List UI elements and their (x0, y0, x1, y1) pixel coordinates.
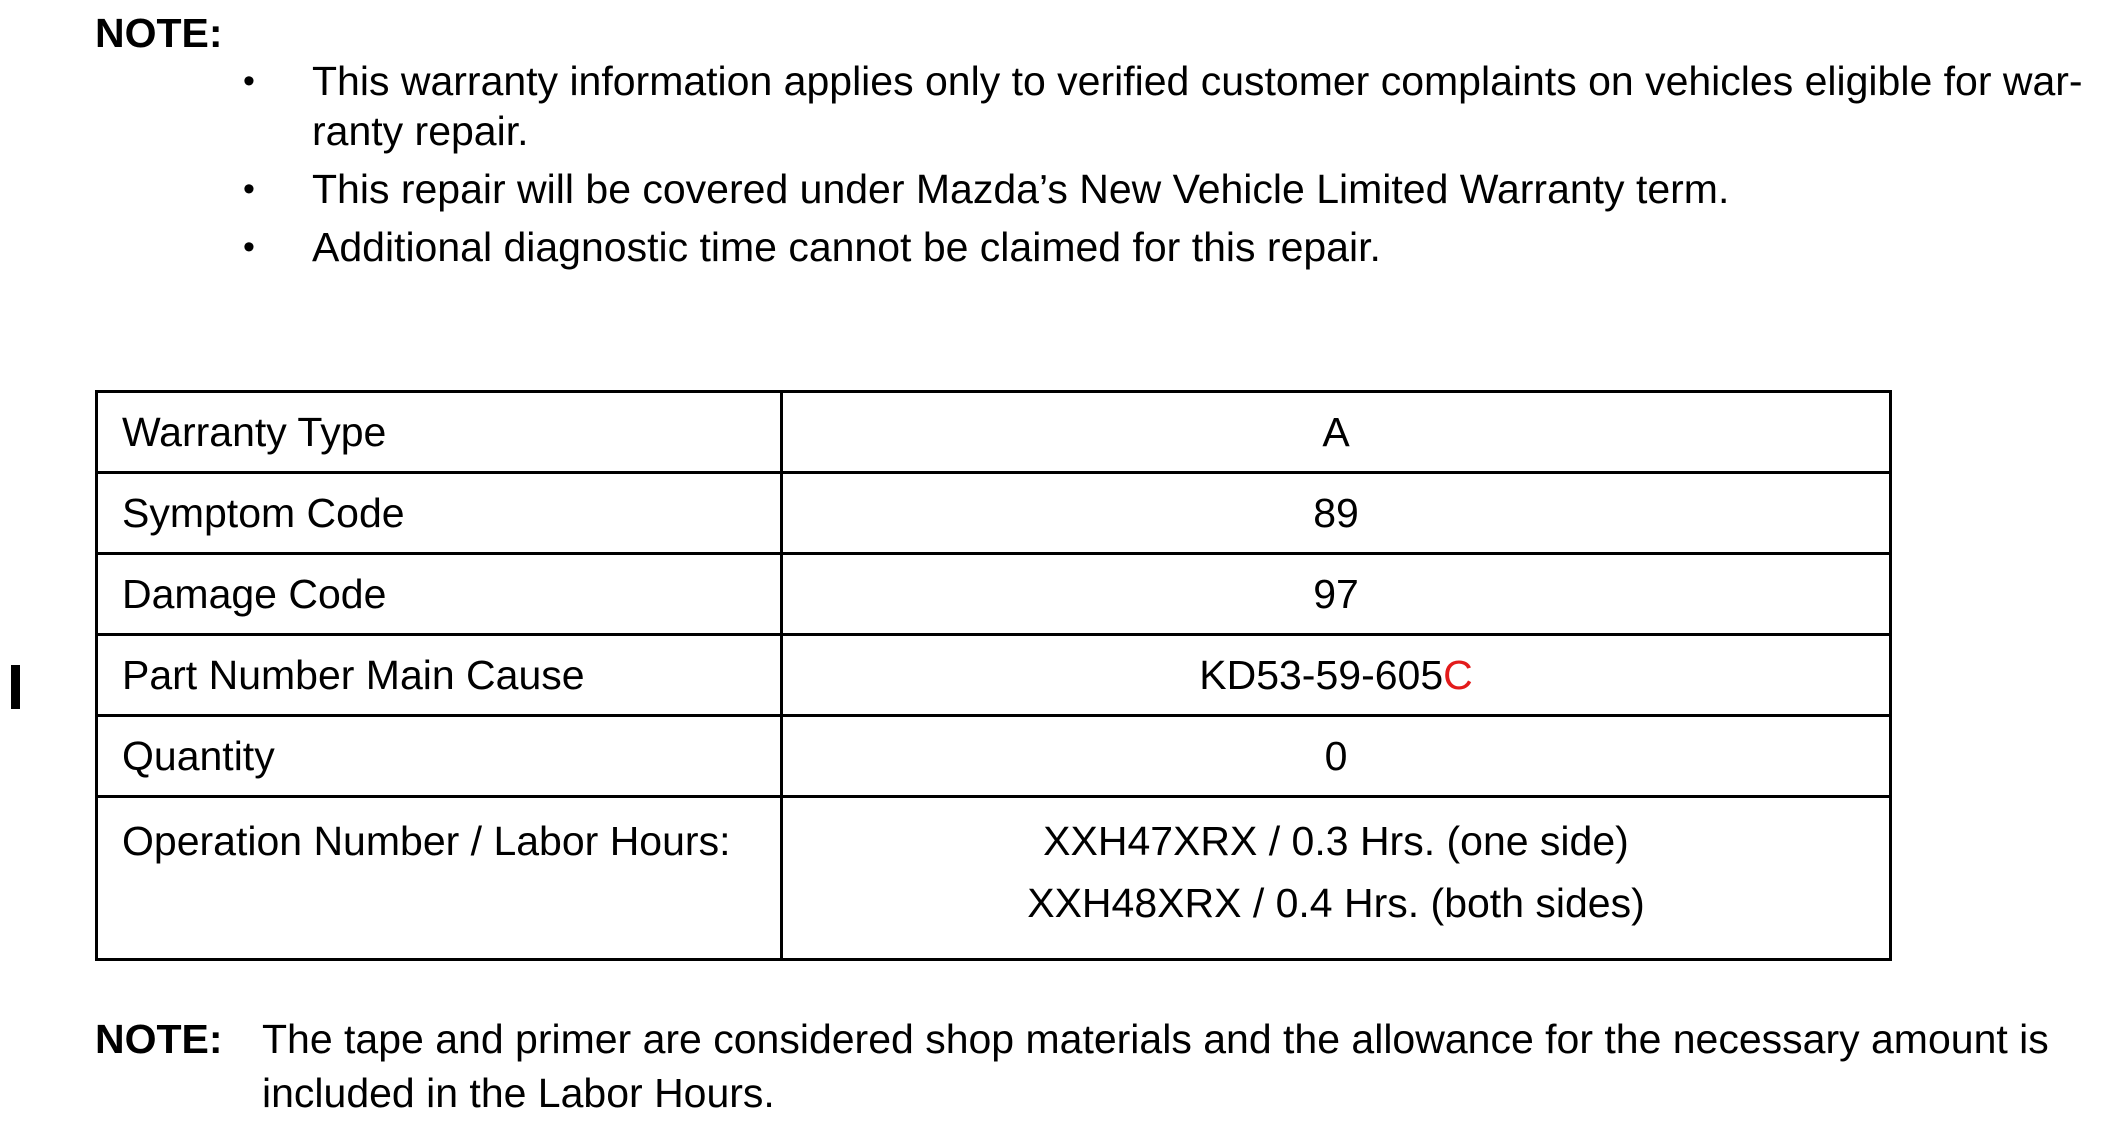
table-row (97, 473, 1891, 554)
damage-code-label: Damage Code (97, 554, 782, 635)
bullet-text: Additional diagnostic time cannot be claimed for this repair. (312, 224, 1381, 270)
bullet-text: This repair will be covered under Mazda’s New Vehicle Limited Warranty term. (312, 166, 1730, 212)
part-number-revision-suffix: C (1443, 652, 1473, 698)
warranty-table (95, 390, 1892, 961)
part-number-label: Part Number Main Cause (97, 635, 782, 716)
table-row (97, 716, 1891, 797)
operation-line-one-side: XXH47XRX / 0.3 Hrs. (one side) (1043, 818, 1629, 864)
part-number-prefix: KD53-59-605 (1199, 652, 1444, 698)
table-row (97, 635, 1891, 716)
symptom-code-value: 89 (782, 473, 1891, 554)
warranty-type-value: A (782, 392, 1891, 473)
revision-change-bar (11, 665, 20, 709)
note-bullet-item (240, 222, 2110, 272)
bullet-text: This warranty information applies only to verified customer complaints on vehicles eligible for war-ranty repair. (312, 58, 2083, 154)
bottom-note-text: The tape and primer are considered shop materials and the allowance for the necessary amount is included in the Labor Hours. (262, 1016, 2049, 1116)
warranty-type-label: Warranty Type (97, 392, 782, 473)
note-heading: NOTE: (95, 10, 223, 56)
symptom-code-label: Symptom Code (97, 473, 782, 554)
bullet-icon: • (243, 228, 255, 266)
operation-number-value (782, 797, 1891, 960)
note-bullet-item (240, 164, 2110, 214)
operation-line-both-sides: XXH48XRX / 0.4 Hrs. (both sides) (1027, 880, 1645, 926)
quantity-value: 0 (782, 716, 1891, 797)
part-number-value (782, 635, 1891, 716)
table-row (97, 392, 1891, 473)
table-row (97, 554, 1891, 635)
bottom-note-label: NOTE: (95, 1016, 223, 1062)
note-bullet-list (240, 56, 2110, 280)
bottom-note (95, 1012, 2095, 1120)
table-row (97, 797, 1891, 960)
damage-code-value: 97 (782, 554, 1891, 635)
note-bullet-item (240, 56, 2110, 156)
bullet-icon: • (243, 170, 255, 208)
operation-number-label: Operation Number / Labor Hours: (97, 797, 782, 960)
bullet-icon: • (243, 62, 255, 100)
quantity-label: Quantity (97, 716, 782, 797)
